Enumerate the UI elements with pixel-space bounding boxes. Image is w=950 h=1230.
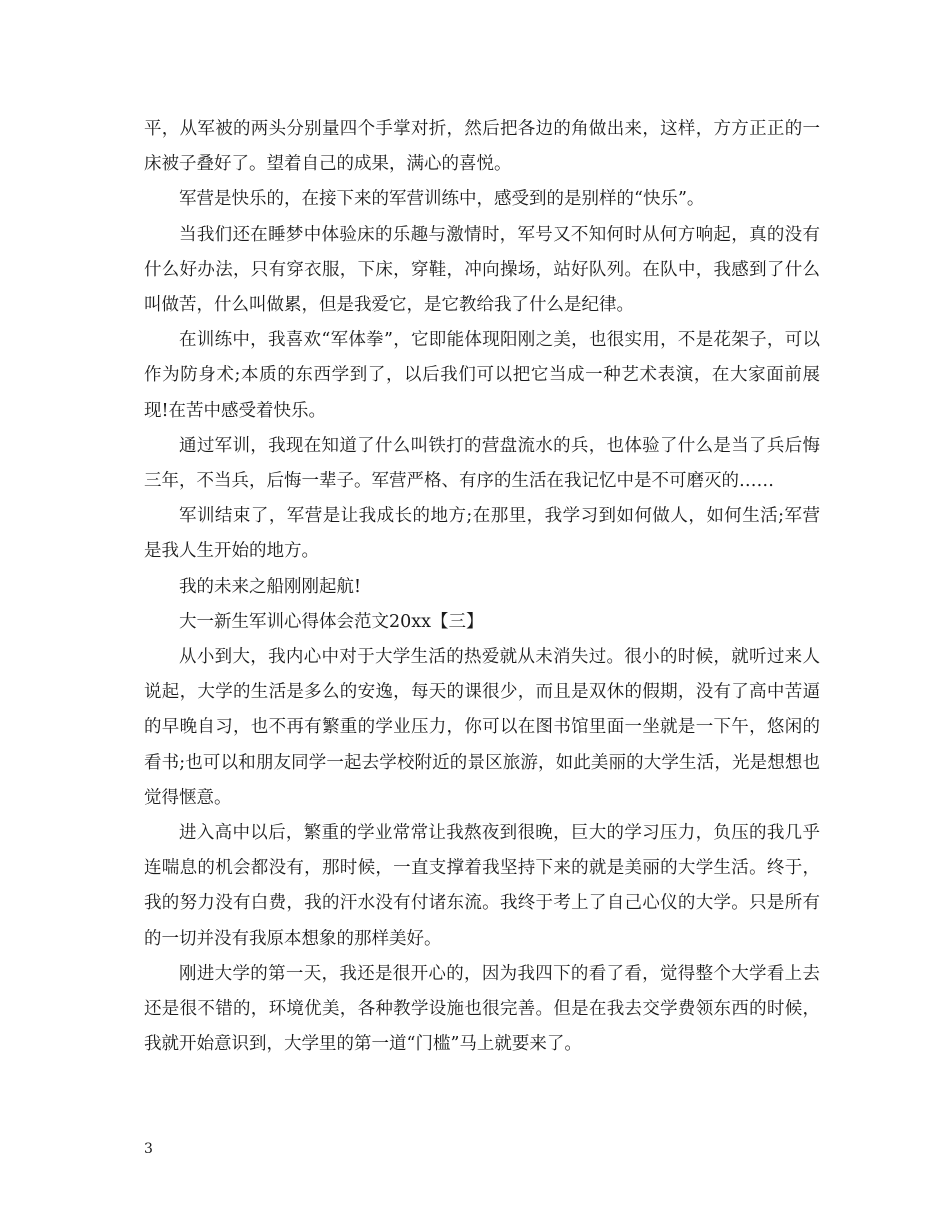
paragraph: 在训练中，我喜欢“军体拳”，它即能体现阳刚之美，也很实用，不是花架子，可以作为防身术;本质的东西学到了，以后我们可以把它当成一种艺术表演，在大家面前展现!在苦中感受着快乐。: [144, 330, 820, 421]
document-body: [144, 112, 820, 1062]
paragraph-continuation: 平，从军被的两头分别量四个手掌对折，然后把各边的角做出来，这样，方方正正的一床被子叠好了。望着自己的成果，满心的喜悦。: [144, 119, 820, 175]
paragraph: 我的未来之船刚刚起航!: [179, 576, 362, 597]
page-number: 3: [144, 1141, 153, 1157]
paragraph: 进入高中以后，繁重的学业常常让我熬夜到很晚，巨大的学习压力，负压的我几乎连喘息的机会都没有，那时候，一直支撑着我坚持下来的就是美丽的大学生活。终于，我的努力没有白费，我的汗水没有付诸东流。我终于考上了自己心仪的大学。只是所有的一切并没有我原本想象的那样美好。: [144, 823, 820, 949]
paragraph: 刚进大学的第一天，我还是很开心的，因为我四下的看了看，觉得整个大学看上去还是很不错的，环境优美，各种教学设施也很完善。但是在我去交学费领东西的时候，我就开始意识到，大学里的第一道“门槛”马上就要来了。: [144, 963, 820, 1055]
paragraph: 军营是快乐的，在接下来的军营训练中，感受到的是别样的“快乐”。: [179, 189, 705, 210]
paragraph: 当我们还在睡梦中体验床的乐趣与激情时，军号又不知何时从何方响起，真的没有什么好办法，只有穿衣服，下床，穿鞋，冲向操场，站好队列。在队中，我感到了什么叫做苦，什么叫做累，但是我爱它，是它教给我了什么是纪律。: [144, 224, 820, 316]
paragraph: 通过军训，我现在知道了什么叫铁打的营盘流水的兵，也体验了什么是当了兵后悔三年，不当兵，后悔一辈子。军营严格、有序的生活在我记忆中是不可磨灭的……: [144, 435, 820, 492]
paragraph: 从小到大，我内心中对于大学生活的热爱就从未消失过。很小的时候，就听过来人说起，大学的生活是多么的安逸，每天的课很少，而且是双休的假期，没有了高中苦逼的早晚自习，也不再有繁重的学业压力，你可以在图书馆里面一坐就是一下午，悠闲的看书;也可以和朋友同学一起去学校附近的景区旅游，如此美丽的大学生活，光是想想也觉得惬意。: [144, 647, 820, 808]
section-heading: 大一新生军训心得体会范文20xx【三】: [179, 611, 484, 632]
paragraph: 军训结束了，军营是让我成长的地方;在那里，我学习到如何做人，如何生活;军营是我人生开始的地方。: [144, 506, 820, 562]
